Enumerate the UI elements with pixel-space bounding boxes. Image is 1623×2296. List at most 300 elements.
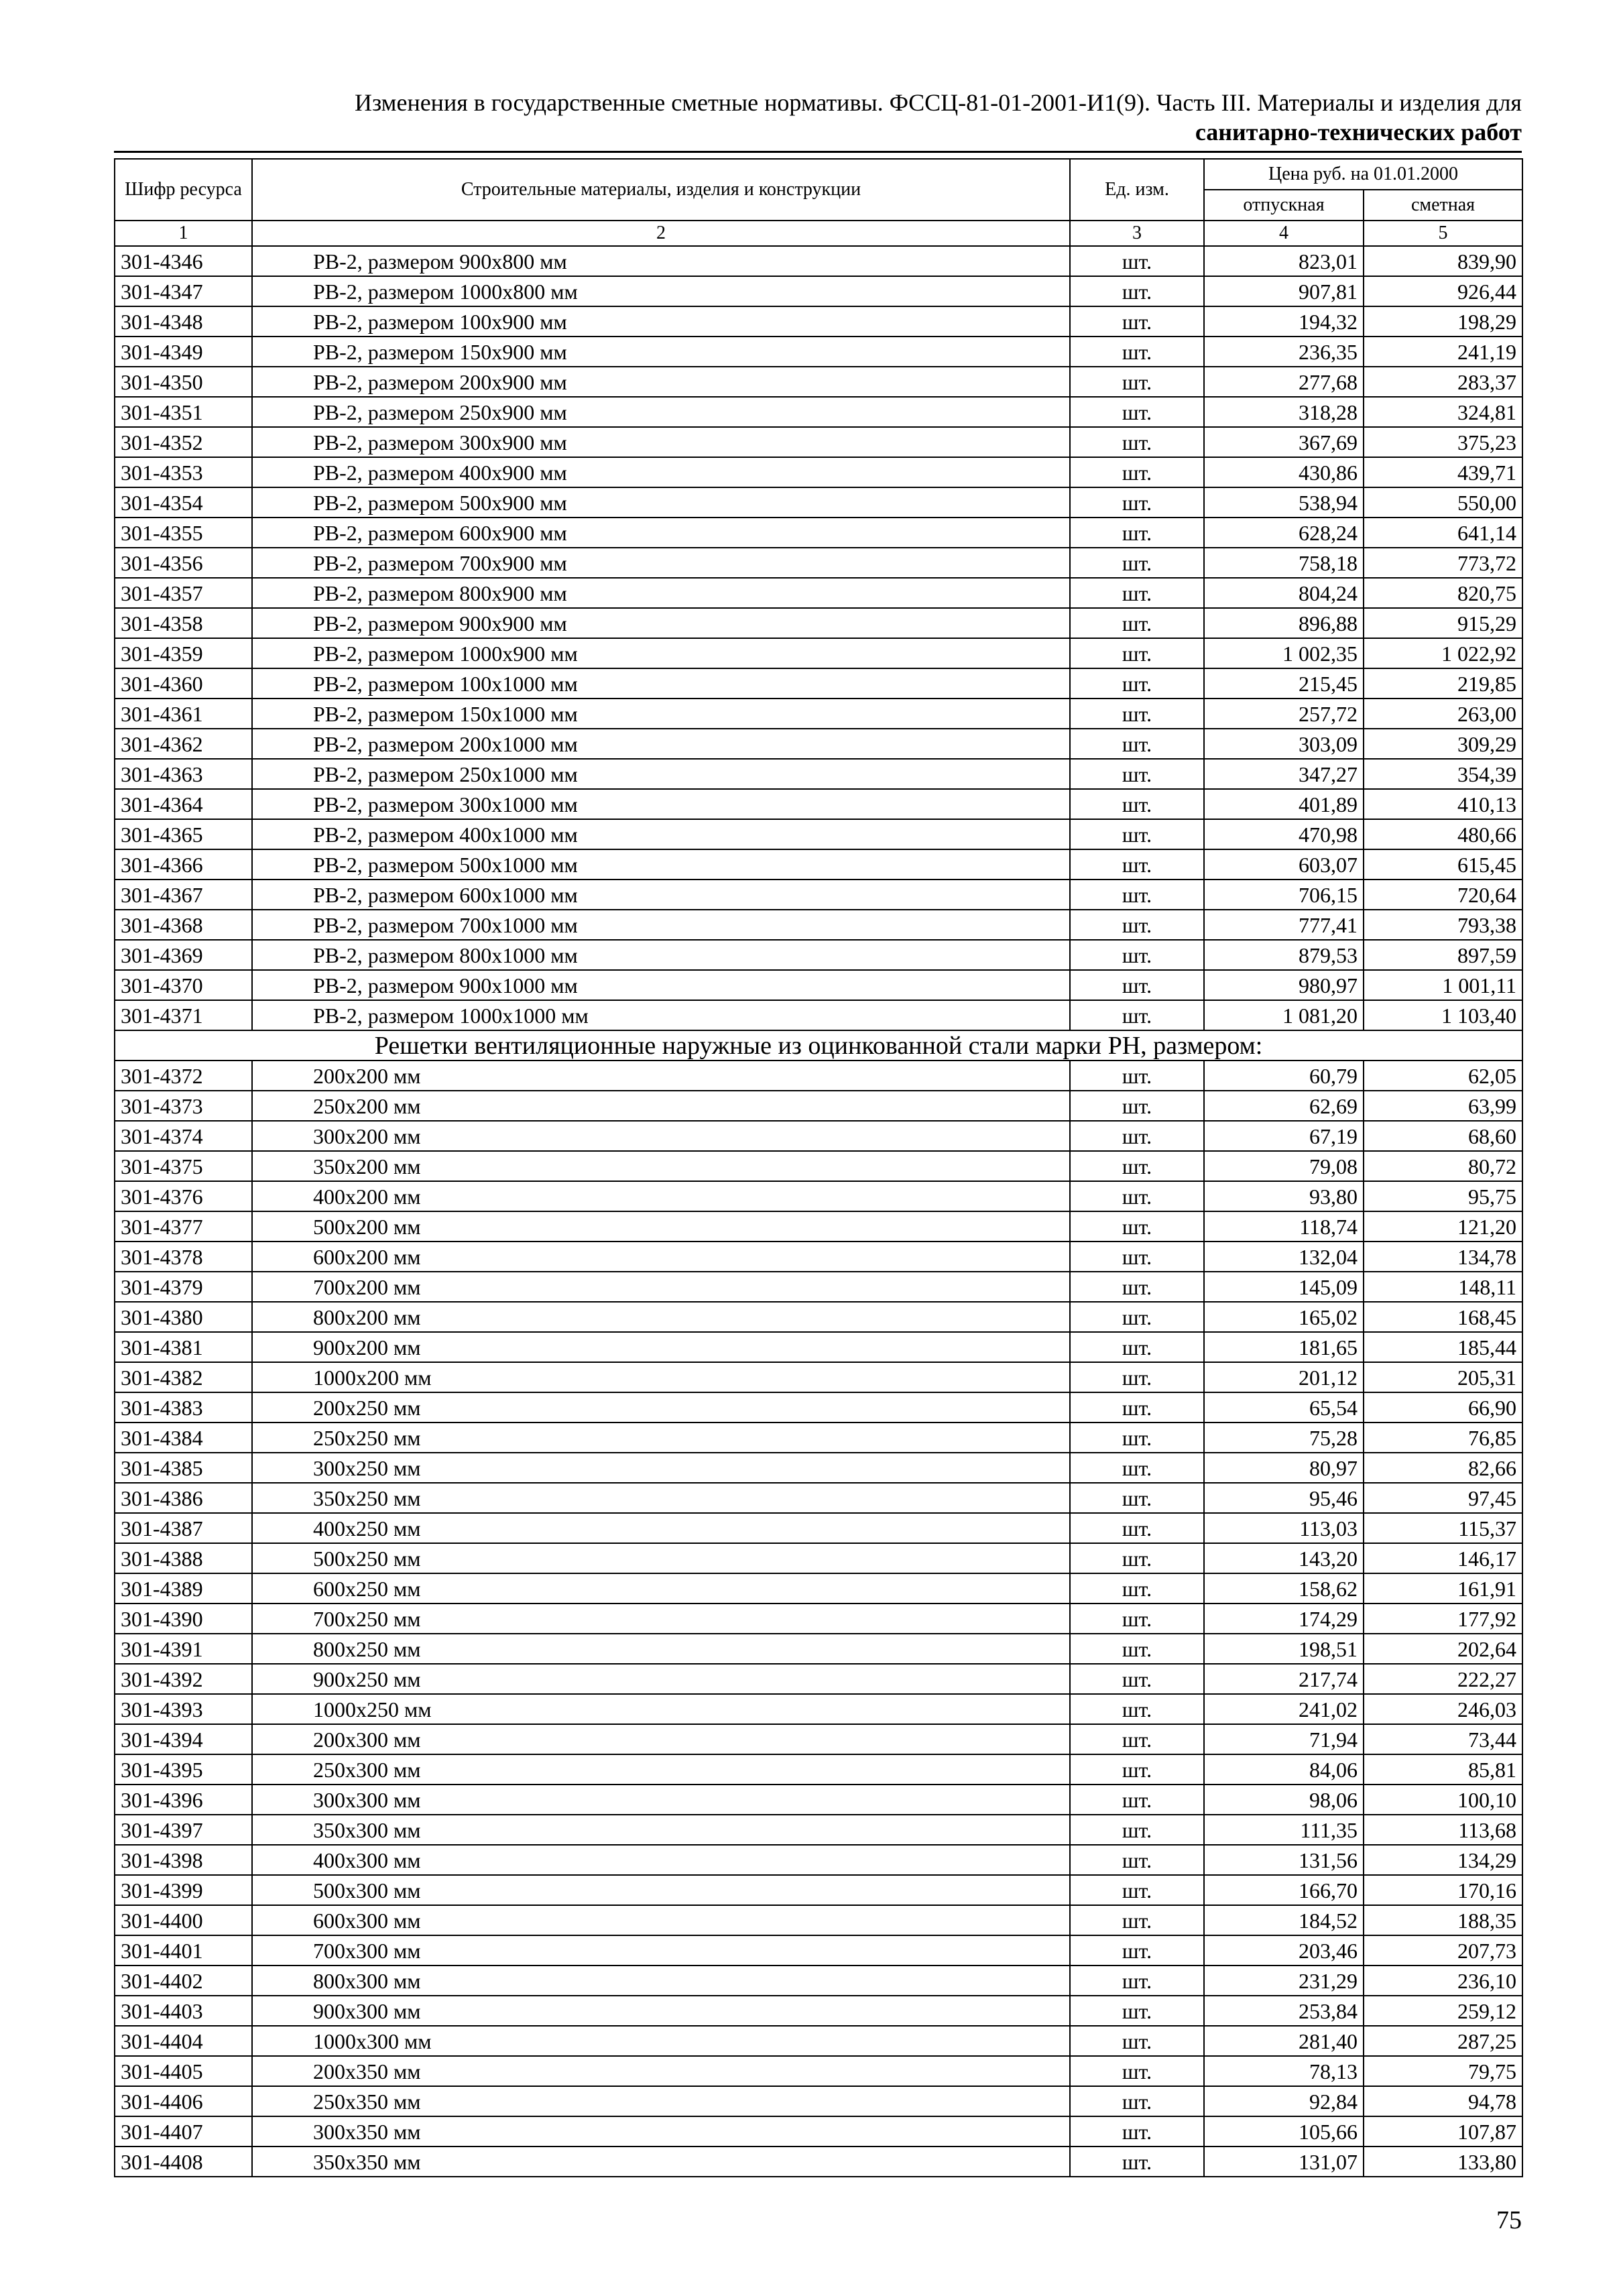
unit: шт. [1070,1875,1204,1905]
material-name: 200х300 мм [252,1724,1070,1754]
section-row-group [115,1030,1522,1061]
material-name: 700х200 мм [252,1272,1070,1302]
release-price: 1 002,35 [1204,638,1364,668]
resource-code: 301-4372 [115,1061,252,1091]
estimate-price: 219,85 [1364,668,1522,699]
release-price: 65,54 [1204,1392,1364,1423]
material-name: 300х350 мм [252,2116,1070,2147]
table-row [115,1453,1522,1483]
material-name: РВ-2, размером 300х900 мм [252,427,1070,457]
col-header-estimate: сметная [1364,190,1522,221]
col-number-2: 2 [252,221,1070,246]
unit: шт. [1070,1362,1204,1392]
col-header-price: Цена руб. на 01.01.2000 [1204,159,1522,190]
release-price: 181,65 [1204,1332,1364,1362]
unit: шт. [1070,1754,1204,1785]
material-name: РВ-2, размером 700х900 мм [252,548,1070,578]
section-row [115,1030,1522,1061]
col-number-1: 1 [115,221,252,246]
estimate-price: 133,80 [1364,2147,1522,2177]
resource-code: 301-4364 [115,789,252,819]
resource-code: 301-4407 [115,2116,252,2147]
unit: шт. [1070,1845,1204,1875]
estimate-price: 94,78 [1364,2086,1522,2116]
material-name: 600х250 мм [252,1573,1070,1604]
resource-code: 301-4348 [115,306,252,337]
release-price: 706,15 [1204,880,1364,910]
material-name: 350х250 мм [252,1483,1070,1513]
resource-code: 301-4349 [115,337,252,367]
material-name: 800х300 мм [252,1966,1070,1996]
release-price: 198,51 [1204,1634,1364,1664]
unit: шт. [1070,1604,1204,1634]
estimate-price: 241,19 [1364,337,1522,367]
table-row [115,1181,1522,1211]
resource-code: 301-4346 [115,246,252,276]
resource-code: 301-4403 [115,1996,252,2026]
material-name: 500х250 мм [252,1543,1070,1573]
table-row [115,2116,1522,2147]
table-row [115,1513,1522,1543]
unit: шт. [1070,910,1204,940]
release-price: 60,79 [1204,1061,1364,1091]
estimate-price: 773,72 [1364,548,1522,578]
resource-code: 301-4369 [115,940,252,970]
release-price: 131,56 [1204,1845,1364,1875]
unit: шт. [1070,427,1204,457]
resource-code: 301-4402 [115,1966,252,1996]
release-price: 215,45 [1204,668,1364,699]
material-name: РВ-2, размером 1000х1000 мм [252,1000,1070,1030]
table-row [115,276,1522,306]
table-row [115,2086,1522,2116]
table-row [115,367,1522,397]
resource-code: 301-4355 [115,518,252,548]
release-price: 430,86 [1204,457,1364,487]
estimate-price: 100,10 [1364,1785,1522,1815]
table-row [115,397,1522,427]
resource-code: 301-4354 [115,487,252,518]
unit: шт. [1070,1392,1204,1423]
estimate-price: 97,45 [1364,1483,1522,1513]
unit: шт. [1070,1905,1204,1935]
release-price: 907,81 [1204,276,1364,306]
unit: шт. [1070,2147,1204,2177]
unit: шт. [1070,2086,1204,2116]
material-name: 250х250 мм [252,1423,1070,1453]
unit: шт. [1070,397,1204,427]
release-price: 194,32 [1204,306,1364,337]
resource-code: 301-4404 [115,2026,252,2056]
unit: шт. [1070,940,1204,970]
estimate-price: 1 022,92 [1364,638,1522,668]
table-row [115,699,1522,729]
estimate-price: 222,27 [1364,1664,1522,1694]
unit: шт. [1070,1483,1204,1513]
table-row [115,940,1522,970]
resource-code: 301-4386 [115,1483,252,1513]
estimate-price: 113,68 [1364,1815,1522,1845]
estimate-price: 115,37 [1364,1513,1522,1543]
resource-code: 301-4363 [115,759,252,789]
release-price: 84,06 [1204,1754,1364,1785]
table-row [115,1573,1522,1604]
table-row [115,608,1522,638]
resource-code: 301-4352 [115,427,252,457]
table-row [115,880,1522,910]
material-name: РВ-2, размером 200х900 мм [252,367,1070,397]
table-row [115,1091,1522,1121]
table-row [115,759,1522,789]
release-price: 92,84 [1204,2086,1364,2116]
release-price: 95,46 [1204,1483,1364,1513]
unit: шт. [1070,1634,1204,1664]
release-price: 113,03 [1204,1513,1364,1543]
table-row [115,1242,1522,1272]
material-name: 900х200 мм [252,1332,1070,1362]
material-name: 600х300 мм [252,1905,1070,1935]
release-price: 758,18 [1204,548,1364,578]
release-price: 78,13 [1204,2056,1364,2086]
resource-code: 301-4389 [115,1573,252,1604]
estimate-price: 177,92 [1364,1604,1522,1634]
unit: шт. [1070,1061,1204,1091]
unit: шт. [1070,1724,1204,1754]
estimate-price: 185,44 [1364,1332,1522,1362]
release-price: 217,74 [1204,1664,1364,1694]
release-price: 231,29 [1204,1966,1364,1996]
resource-code: 301-4379 [115,1272,252,1302]
estimate-price: 95,75 [1364,1181,1522,1211]
release-price: 603,07 [1204,849,1364,880]
resource-code: 301-4358 [115,608,252,638]
table-row [115,1543,1522,1573]
material-name: РВ-2, размером 1000х900 мм [252,638,1070,668]
release-price: 318,28 [1204,397,1364,427]
table-row [115,518,1522,548]
estimate-price: 641,14 [1364,518,1522,548]
estimate-price: 73,44 [1364,1724,1522,1754]
unit: шт. [1070,1091,1204,1121]
table-row [115,1845,1522,1875]
estimate-price: 439,71 [1364,457,1522,487]
release-price: 236,35 [1204,337,1364,367]
resource-code: 301-4371 [115,1000,252,1030]
estimate-price: 198,29 [1364,306,1522,337]
resource-code: 301-4359 [115,638,252,668]
resource-code: 301-4378 [115,1242,252,1272]
col-header-unit: Ед. изм. [1070,159,1204,221]
estimate-price: 720,64 [1364,880,1522,910]
resource-code: 301-4366 [115,849,252,880]
table-row [115,578,1522,608]
release-price: 303,09 [1204,729,1364,759]
unit: шт. [1070,1302,1204,1332]
material-name: РВ-2, размером 100х1000 мм [252,668,1070,699]
estimate-price: 410,13 [1364,789,1522,819]
unit: шт. [1070,578,1204,608]
unit: шт. [1070,1423,1204,1453]
material-name: 700х250 мм [252,1604,1070,1634]
estimate-price: 820,75 [1364,578,1522,608]
estimate-price: 375,23 [1364,427,1522,457]
table-row [115,1332,1522,1362]
table-row [115,246,1522,276]
resource-code: 301-4356 [115,548,252,578]
release-price: 257,72 [1204,699,1364,729]
release-price: 118,74 [1204,1211,1364,1242]
estimate-price: 263,00 [1364,699,1522,729]
release-price: 777,41 [1204,910,1364,940]
table-row [115,1996,1522,2026]
table-row [115,548,1522,578]
estimate-price: 897,59 [1364,940,1522,970]
col-header-name: Строительные материалы, изделия и конструкции [252,159,1070,221]
estimate-price: 246,03 [1364,1694,1522,1724]
table-row [115,1815,1522,1845]
unit: шт. [1070,880,1204,910]
resource-code: 301-4367 [115,880,252,910]
table-row [115,1000,1522,1030]
table-row [115,729,1522,759]
resource-code: 301-4384 [115,1423,252,1453]
estimate-price: 146,17 [1364,1543,1522,1573]
table-row [115,427,1522,457]
resource-code: 301-4405 [115,2056,252,2086]
estimate-price: 168,45 [1364,1302,1522,1332]
unit: шт. [1070,367,1204,397]
estimate-price: 134,78 [1364,1242,1522,1272]
estimate-price: 354,39 [1364,759,1522,789]
table-row [115,1121,1522,1151]
table-row [115,487,1522,518]
resource-code: 301-4400 [115,1905,252,1935]
estimate-price: 926,44 [1364,276,1522,306]
release-price: 111,35 [1204,1815,1364,1845]
estimate-price: 1 103,40 [1364,1000,1522,1030]
release-price: 896,88 [1204,608,1364,638]
unit: шт. [1070,819,1204,849]
release-price: 804,24 [1204,578,1364,608]
resource-code: 301-4401 [115,1935,252,1966]
table-row [115,1302,1522,1332]
release-price: 79,08 [1204,1151,1364,1181]
estimate-price: 259,12 [1364,1996,1522,2026]
unit: шт. [1070,1000,1204,1030]
release-price: 93,80 [1204,1181,1364,1211]
estimate-price: 324,81 [1364,397,1522,427]
table-row [115,1966,1522,1996]
material-name: 500х200 мм [252,1211,1070,1242]
resource-code: 301-4385 [115,1453,252,1483]
resource-code: 301-4398 [115,1845,252,1875]
material-name: 400х250 мм [252,1513,1070,1543]
table-row [115,2056,1522,2086]
table-row [115,1272,1522,1302]
table-row [115,849,1522,880]
unit: шт. [1070,1664,1204,1694]
release-price: 281,40 [1204,2026,1364,2056]
unit: шт. [1070,1242,1204,1272]
resource-code: 301-4351 [115,397,252,427]
unit: шт. [1070,1453,1204,1483]
unit: шт. [1070,1543,1204,1573]
release-price: 158,62 [1204,1573,1364,1604]
table-row [115,1694,1522,1724]
material-name: 700х300 мм [252,1935,1070,1966]
material-name: 1000х250 мм [252,1694,1070,1724]
resource-code: 301-4357 [115,578,252,608]
material-name: РВ-2, размером 150х1000 мм [252,699,1070,729]
release-price: 538,94 [1204,487,1364,518]
table-row [115,1785,1522,1815]
material-name: 400х200 мм [252,1181,1070,1211]
estimate-price: 1 001,11 [1364,970,1522,1000]
release-price: 174,29 [1204,1604,1364,1634]
material-name: 900х300 мм [252,1996,1070,2026]
unit: шт. [1070,699,1204,729]
col-number-4: 4 [1204,221,1364,246]
table-row [115,1724,1522,1754]
estimate-price: 148,11 [1364,1272,1522,1302]
unit: шт. [1070,2056,1204,2086]
col-number-3: 3 [1070,221,1204,246]
release-price: 253,84 [1204,1996,1364,2026]
release-price: 145,09 [1204,1272,1364,1302]
table-body-rn [115,1061,1522,2177]
resource-code: 301-4362 [115,729,252,759]
estimate-price: 793,38 [1364,910,1522,940]
material-name: РВ-2, размером 100х900 мм [252,306,1070,337]
resource-code: 301-4374 [115,1121,252,1151]
resource-code: 301-4375 [115,1151,252,1181]
col-number-5: 5 [1364,221,1522,246]
unit: шт. [1070,668,1204,699]
material-name: 200х350 мм [252,2056,1070,2086]
unit: шт. [1070,849,1204,880]
resource-code: 301-4390 [115,1604,252,1634]
estimate-price: 85,81 [1364,1754,1522,1785]
estimate-price: 480,66 [1364,819,1522,849]
material-name: 250х350 мм [252,2086,1070,2116]
table-row [115,1483,1522,1513]
resource-code: 301-4368 [115,910,252,940]
material-name: РВ-2, размером 900х1000 мм [252,970,1070,1000]
page-number: 75 [1496,2206,1522,2234]
material-name: 900х250 мм [252,1664,1070,1694]
estimate-price: 550,00 [1364,487,1522,518]
unit: шт. [1070,1966,1204,1996]
table-row [115,1604,1522,1634]
table-row [115,819,1522,849]
table-row [115,1935,1522,1966]
resource-code: 301-4381 [115,1332,252,1362]
material-name: РВ-2, размером 500х900 мм [252,487,1070,518]
release-price: 628,24 [1204,518,1364,548]
release-price: 131,07 [1204,2147,1364,2177]
resource-code: 301-4394 [115,1724,252,1754]
material-name: РВ-2, размером 400х900 мм [252,457,1070,487]
material-name: РВ-2, размером 500х1000 мм [252,849,1070,880]
unit: шт. [1070,306,1204,337]
unit: шт. [1070,1513,1204,1543]
release-price: 823,01 [1204,246,1364,276]
resource-code: 301-4380 [115,1302,252,1332]
resource-code: 301-4397 [115,1815,252,1845]
table-row [115,910,1522,940]
release-price: 470,98 [1204,819,1364,849]
material-name: 300х250 мм [252,1453,1070,1483]
price-table [114,158,1523,2177]
resource-code: 301-4406 [115,2086,252,2116]
table-row [115,1392,1522,1423]
col-header-release: отпускная [1204,190,1364,221]
unit: шт. [1070,487,1204,518]
release-price: 201,12 [1204,1362,1364,1392]
release-price: 143,20 [1204,1543,1364,1573]
unit: шт. [1070,548,1204,578]
header-rule [114,151,1522,153]
resource-code: 301-4382 [115,1362,252,1392]
table-row [115,337,1522,367]
unit: шт. [1070,337,1204,367]
estimate-price: 80,72 [1364,1151,1522,1181]
release-price: 165,02 [1204,1302,1364,1332]
estimate-price: 76,85 [1364,1423,1522,1453]
unit: шт. [1070,1815,1204,1845]
resource-code: 301-4396 [115,1785,252,1815]
release-price: 184,52 [1204,1905,1364,1935]
release-price: 71,94 [1204,1724,1364,1754]
material-name: РВ-2, размером 150х900 мм [252,337,1070,367]
material-name: РВ-2, размером 250х1000 мм [252,759,1070,789]
unit: шт. [1070,729,1204,759]
estimate-price: 236,10 [1364,1966,1522,1996]
table-row [115,2147,1522,2177]
unit: шт. [1070,1272,1204,1302]
resource-code: 301-4377 [115,1211,252,1242]
unit: шт. [1070,457,1204,487]
resource-code: 301-4383 [115,1392,252,1423]
material-name: 800х200 мм [252,1302,1070,1332]
estimate-price: 161,91 [1364,1573,1522,1604]
unit: шт. [1070,276,1204,306]
material-name: 1000х300 мм [252,2026,1070,2056]
material-name: 1000х200 мм [252,1362,1070,1392]
release-price: 879,53 [1204,940,1364,970]
unit: шт. [1070,789,1204,819]
resource-code: 301-4376 [115,1181,252,1211]
release-price: 241,02 [1204,1694,1364,1724]
material-name: 200х250 мм [252,1392,1070,1423]
material-name: РВ-2, размером 250х900 мм [252,397,1070,427]
release-price: 80,97 [1204,1453,1364,1483]
release-price: 105,66 [1204,2116,1364,2147]
material-name: РВ-2, размером 400х1000 мм [252,819,1070,849]
estimate-price: 188,35 [1364,1905,1522,1935]
estimate-price: 121,20 [1364,1211,1522,1242]
unit: шт. [1070,1694,1204,1724]
unit: шт. [1070,2026,1204,2056]
material-name: РВ-2, размером 800х900 мм [252,578,1070,608]
material-name: РВ-2, размером 200х1000 мм [252,729,1070,759]
unit: шт. [1070,1785,1204,1815]
table-row [115,457,1522,487]
resource-code: 301-4365 [115,819,252,849]
section-title: Решетки вентиляционные наружные из оцинкованной стали марки РН, размером: [115,1030,1522,1061]
estimate-price: 107,87 [1364,2116,1522,2147]
material-name: РВ-2, размером 1000х800 мм [252,276,1070,306]
